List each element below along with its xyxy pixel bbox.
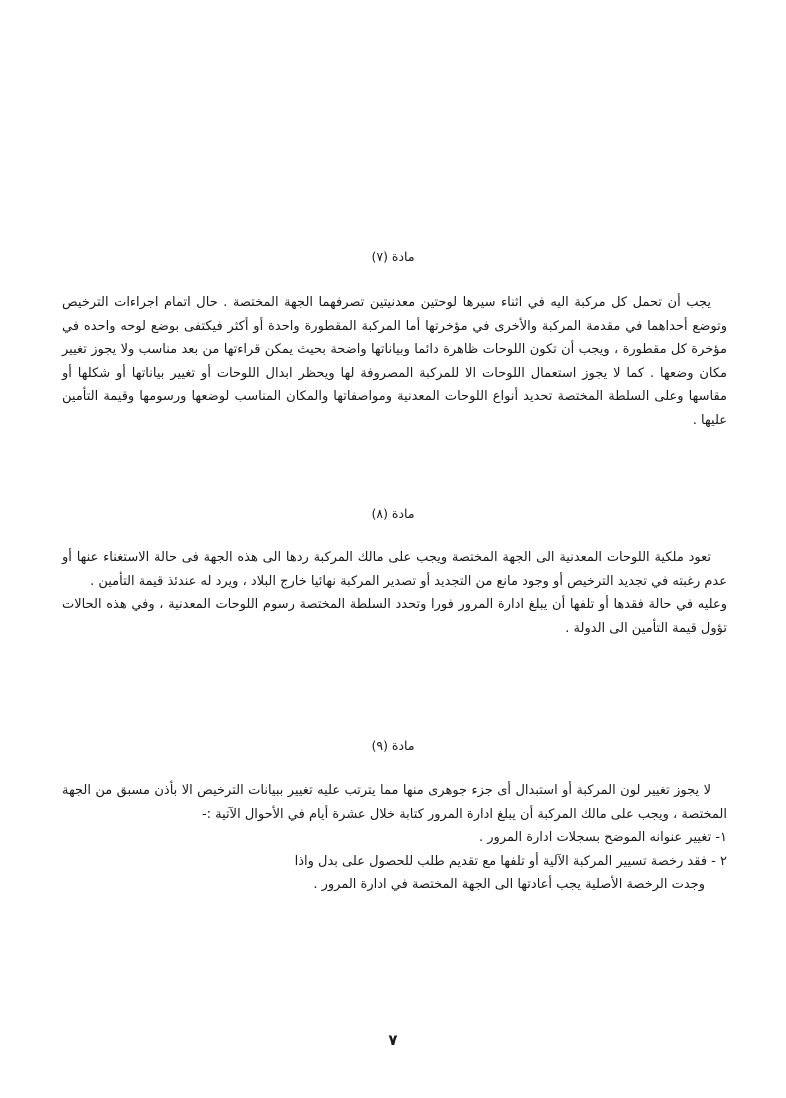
article-8-body <box>62 546 727 640</box>
article-8-paragraph-1: تعود ملكية اللوحات المعدنية الى الجهة المختصة ويجب على مالك المركبة ردها الى هذه الجهة فى حالة الاستغناء عنها أو عدم رغبته في تجديد الترخيص أو وجود مانع من التجديد أو تصدير المركبة نهائيا خارج البلاد ، ويرد له عندئذ قيمة التأمين . <box>62 550 727 589</box>
article-7-heading: مادة (٧) <box>371 249 415 264</box>
article-9-heading: مادة (٩) <box>371 738 415 753</box>
article-9-paragraph: لا يجوز تغيير لون المركبة أو استبدال أى جزء جوهرى منها مما يترتب عليه تغيير ببيانات الترخيص الا بأذن مسبق من الجهة المختصة ، ويجب على مالك المركبة أن يبلغ ادارة المرور كتابة خلال عشرة أيام في الأحوال الآتية :- <box>62 783 727 822</box>
article-8-heading: مادة (٨) <box>371 506 415 521</box>
article-7-body <box>62 291 727 433</box>
article-8-paragraph-2: وعليه في حالة فقدها أو تلفها أن يبلغ ادارة المرور فورا وتحدد السلطة المختصة رسوم اللوحات المعدنية ، وفي هذه الحالات تؤول قيمة التأمين الى الدولة . <box>62 597 727 636</box>
article-9-item-2-line-1: ٢ - فقد رخصة تسيير المركبة الآلية أو تلفها مع تقديم طلب للحصول على بدل واذا <box>294 853 727 869</box>
article-7-paragraph: يجب أن تحمل كل مركبة اليه في اثناء سيرها لوحتين معدنيتين تصرفهما الجهة المختصة . حال اتمام اجراءات الترخيص وتوضع أحداهما في مقدمة المركبة والأخرى في مؤخرتها أما المركبة المقطورة واحدة أو أكثر فيكتفى بوضع لوحه واحده في مؤخرة كل مقطورة ، ويجب أن تكون اللوحات ظاهرة دائما وبياناتها واضحة بحيث يمكن قراءتها من بعد مناسب ولا يجوز تغيير مكان وضعها . كما لا يجوز استعمال اللوحات الا للمركبة المصروفة لها ويحظر ابدال اللوحات أو تغيير بياناتها أو شكلها أو مقاسها وعلى السلطة المختصة تحديد أنواع اللوحات المعدنية ومواصفاتها والمكان المناسب لوضعها ورسومها وقيمة التأمين عليها . <box>62 295 727 428</box>
article-9-item-1: ١- تغيير عنوانه الموضح بسجلات ادارة المرور . <box>479 830 727 846</box>
article-9-item-2-line-2: وجدت الرخصة الأصلية يجب أعادتها الى الجهة المختصة في ادارة المرور . <box>313 877 705 893</box>
article-9-body <box>62 779 727 897</box>
page-number: ٧ <box>388 1031 398 1049</box>
